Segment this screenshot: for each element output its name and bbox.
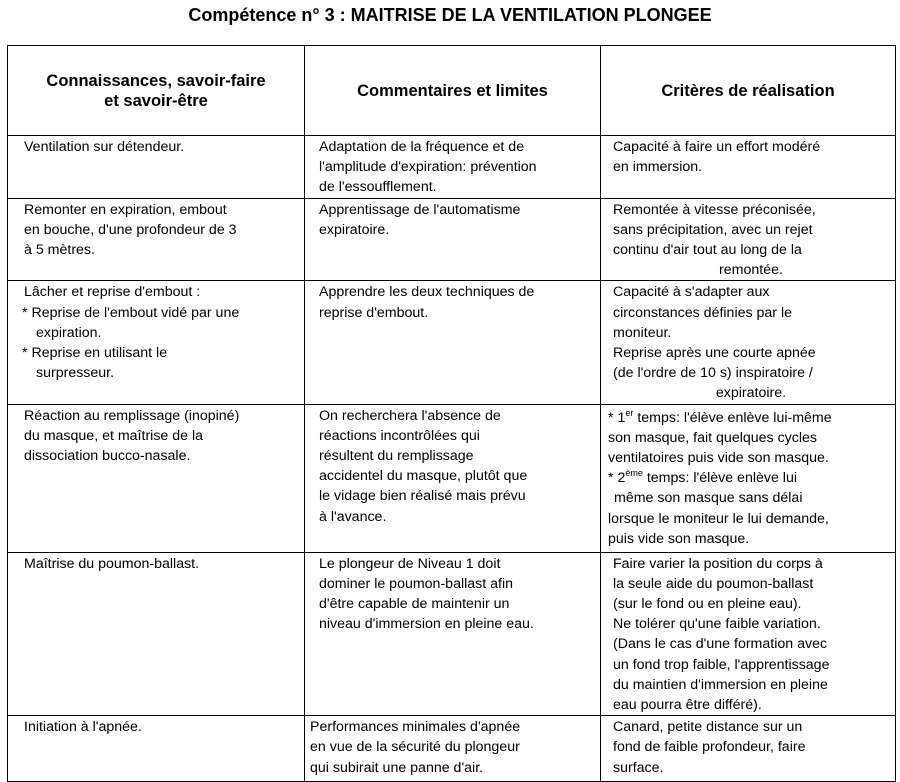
cell-comments (305, 552, 601, 716)
cell-criteria (601, 281, 896, 404)
cell-line: Remontée à vitesse préconisée, (613, 201, 816, 218)
cell-line: même son masque sans délai (614, 490, 803, 507)
cell-line: le vidage bien réalisé mais prévu (319, 488, 526, 505)
cell-line: à 5 mètres. (24, 242, 95, 259)
cell-line: (de l'ordre de 10 s) inspiratoire / (613, 365, 813, 382)
cell-line: Capacité à faire un effort modéré (613, 139, 821, 155)
cell-line: circonstances définies par le (613, 304, 793, 321)
cell-line: expiratoire. (715, 385, 787, 402)
cell-line: * Reprise en utilisant le (22, 345, 168, 362)
cell-line (608, 468, 891, 488)
cell-comments (305, 716, 601, 782)
table-row (8, 198, 896, 281)
table-row (8, 281, 896, 404)
cell-line: Lâcher et reprise d'embout : (24, 284, 201, 301)
competence-table (7, 45, 896, 782)
cell-line: expiratoire. (319, 221, 390, 238)
cell-comments (305, 198, 601, 281)
cell-line: Ne tolérer qu'une faible variation. (613, 616, 821, 633)
cell-line: moniteur. (613, 324, 672, 341)
cell-comments (305, 136, 601, 199)
table-row (8, 716, 896, 782)
cell-line: Capacité à s'adapter aux (613, 284, 770, 301)
cell-line: lorsque le moniteur le lui demande, (608, 510, 829, 527)
cell-knowledge (8, 281, 305, 404)
cell-criteria (601, 716, 896, 782)
cell-knowledge (8, 404, 305, 552)
cell-line: Reprise après une courte apnée (613, 345, 816, 362)
step-text: temps: l'élève enlève lui-même (633, 409, 832, 426)
cell-line: Canard, petite distance sur un (613, 719, 803, 736)
cell-criteria (601, 136, 896, 199)
cell-line: * Reprise de l'embout vidé par une (22, 304, 240, 321)
cell-line: réactions incontrôlées qui (319, 427, 480, 444)
cell-line: Faire varier la position du corps à (613, 555, 823, 572)
cell-line: Initiation à l'apnée. (24, 719, 142, 736)
cell-line: accidentel du masque, plutôt que (319, 468, 528, 485)
cell-line: On recherchera l'absence de (319, 407, 501, 424)
step-prefix: * 1 (608, 409, 626, 426)
cell-line: Ventilation sur détendeur. (24, 139, 185, 155)
cell-line: Remonter en expiration, embout (24, 201, 227, 218)
cell-line: fond de faible profondeur, faire (613, 739, 806, 756)
cell-line: l'amplitude d'expiration: prévention (319, 159, 537, 176)
step-sup: er (625, 407, 634, 418)
cell-line: remontée. (719, 262, 783, 279)
cell-line: de l'essoufflement. (319, 179, 437, 196)
header-row (8, 46, 896, 136)
header-knowledge (8, 46, 305, 136)
page-title: Compétence n° 3 : MAITRISE DE LA VENTILATION PLONGEE (188, 5, 712, 25)
cell-line: continu d'air tout au long de la (613, 242, 802, 259)
cell-line (608, 408, 891, 428)
header-criteria: Critères de réalisation (601, 46, 896, 136)
header-knowledge-line2: et savoir-être (104, 91, 208, 110)
cell-line: eau pourra être différé). (613, 697, 762, 714)
cell-knowledge (8, 552, 305, 716)
header-comments: Commentaires et limites (305, 46, 601, 136)
cell-knowledge (8, 136, 305, 199)
cell-line: d'être capable de maintenir un (319, 596, 510, 613)
cell-line: du masque, et maîtrise de la (24, 427, 204, 444)
cell-comments (305, 404, 601, 552)
cell-line: Maîtrise du poumon-ballast. (24, 555, 200, 572)
cell-line: (sur le fond ou en pleine eau). (613, 596, 802, 613)
cell-criteria (601, 404, 896, 552)
table-row (8, 404, 896, 552)
cell-line: en bouche, d'une profondeur de 3 (24, 221, 237, 238)
cell-line: ventilatoires puis vide son masque. (608, 450, 829, 467)
cell-line: Apprendre les deux techniques de (319, 284, 535, 301)
cell-knowledge (8, 198, 305, 281)
cell-line: sans précipitation, avec un rejet (613, 221, 813, 238)
cell-line: expiration. (36, 324, 102, 341)
cell-comments (305, 281, 601, 404)
cell-line: puis vide son masque. (608, 530, 750, 547)
cell-line: dissociation bucco-nasale. (24, 448, 191, 465)
cell-line: dominer le poumon-ballast afin (319, 575, 514, 592)
cell-line: Adaptation de la fréquence et de (319, 139, 525, 155)
cell-line: son masque, fait quelques cycles (608, 429, 817, 446)
cell-line: qui subirait une panne d'air. (310, 759, 484, 776)
step-prefix: * 2 (608, 470, 626, 487)
cell-line: Apprentissage de l'automatisme (319, 201, 521, 218)
cell-line: surpresseur. (36, 365, 115, 382)
table-row (8, 136, 896, 199)
cell-line: Performances minimales d'apnée (310, 719, 521, 736)
cell-criteria (601, 198, 896, 281)
cell-line: un fond trop faible, l'apprentissage (613, 656, 830, 673)
cell-line: résultent du remplissage (319, 448, 474, 465)
cell-line: du maintien d'immersion en pleine (613, 676, 828, 693)
cell-line: reprise d'embout. (319, 304, 429, 321)
table-row (8, 552, 896, 716)
header-knowledge-line1: Connaissances, savoir-faire (46, 71, 266, 90)
step-text: temps: l'élève enlève lui (642, 470, 797, 487)
cell-line: Le plongeur de Niveau 1 doit (319, 555, 501, 572)
cell-knowledge (8, 716, 305, 782)
cell-criteria (601, 552, 896, 716)
cell-line: en vue de la sécurité du plongeur (310, 739, 520, 756)
step-sup: ème (625, 468, 643, 479)
cell-line: niveau d'immersion en pleine eau. (319, 616, 534, 633)
cell-line: Réaction au remplissage (inopiné) (24, 407, 240, 424)
cell-line: (Dans le cas d'une formation avec (613, 636, 828, 653)
cell-line: à l'avance. (319, 508, 387, 525)
cell-line: en immersion. (613, 159, 703, 176)
cell-line: la seule aide du poumon-ballast (613, 575, 814, 592)
cell-line: surface. (613, 759, 664, 776)
